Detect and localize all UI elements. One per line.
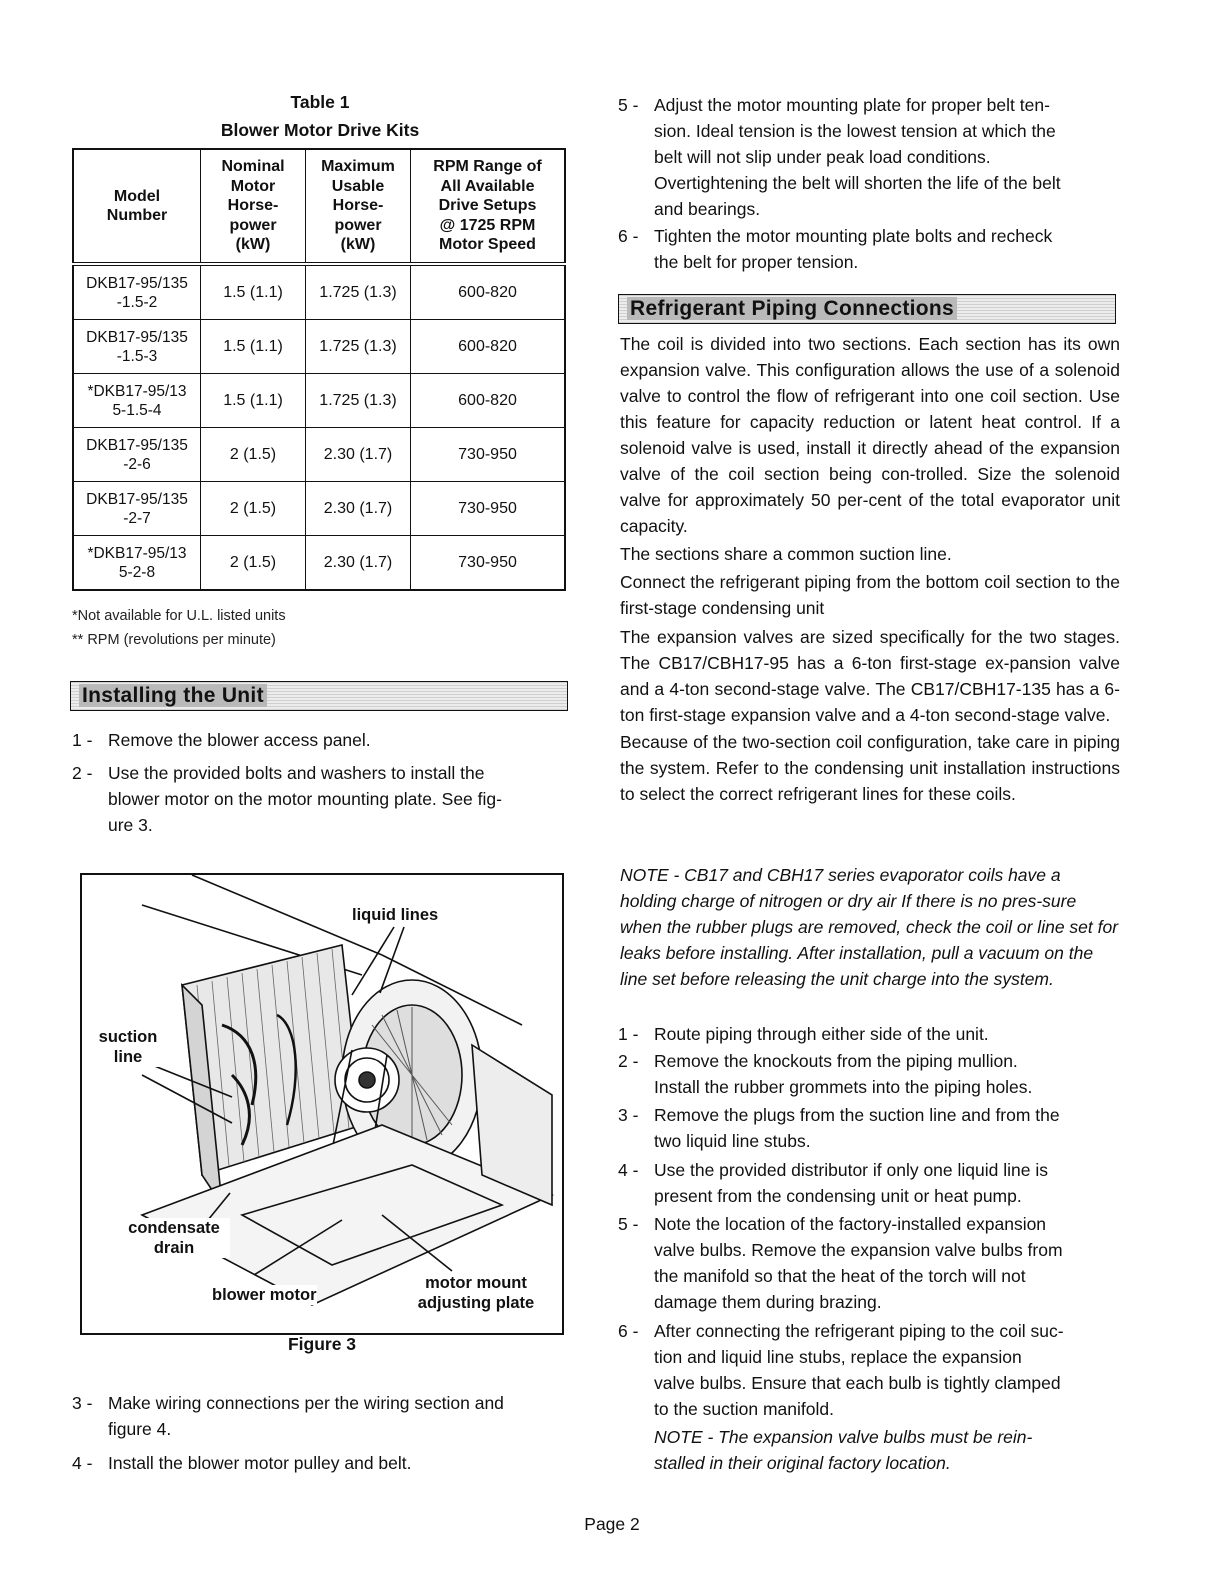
refrigerant-paragraph-2: The sections share a common suction line. — [620, 544, 952, 564]
figure-3 — [80, 873, 564, 1335]
cell-rpm: 600-820 — [411, 264, 566, 320]
table-subtitle: Blower Motor Drive Kits — [220, 120, 420, 140]
cell-rpm: 730-950 — [411, 536, 566, 591]
table-row — [73, 264, 565, 320]
cell-rpm: 730-950 — [411, 428, 566, 482]
header-model: Model Number — [73, 149, 201, 264]
label-motor-mount: motor mount adjusting plate — [412, 1273, 540, 1313]
piping-step-6: 6 - After connecting the refrigerant piping to the coil suc- tion and liquid line stubs, replace the expansion valve bulbs. Ensure that each bulb is tightly clamped to the suction manifold. — [618, 1321, 1064, 1419]
footnote-ul: *Not available for U.L. listed units — [72, 608, 286, 624]
cell-maximum: 1.725 (1.3) — [306, 374, 411, 428]
cell-nominal: 1.5 (1.1) — [201, 264, 306, 320]
table-row — [73, 428, 565, 482]
install-step-5: 5 - Adjust the motor mounting plate for proper belt ten- sion. Ideal tension is the lowest tension at which the belt will not slip under peak load conditions. Overtightening the belt will shorten the life of the belt and bearings. — [618, 95, 1061, 219]
table-row — [73, 482, 565, 536]
piping-step-5: 5 - Note the location of the factory-installed expansion valve bulbs. Remove the expansion valve bulbs from the manifold so that the heat of the torch will not damage them during brazing. — [618, 1214, 1063, 1312]
refrigerant-paragraph-1: The coil is divided into two sections. Each section has its own expansion valve. This configuration allows the use of a solenoid valve to control the flow of refrigerant into one coil section. Use this feature for capacity reduction or latent heat control. If a solenoid valve is used, install it directly ahead of the expansion valve of the coil section being con-trolled. Size the solenoid valve for approximately 50 per-cent of the total evaporator unit capacity. — [620, 334, 1120, 536]
table-row — [73, 320, 565, 374]
cell-rpm: 600-820 — [411, 374, 566, 428]
label-blower-motor: blower motor — [212, 1286, 317, 1304]
piping-step-4: 4 - Use the provided distributor if only one liquid line is present from the condensing unit or heat pump. — [618, 1160, 1048, 1206]
header-rpm: RPM Range of All Available Drive Setups @ 1725 RPM Motor Speed — [411, 149, 566, 264]
cell-nominal: 2 (1.5) — [201, 482, 306, 536]
cell-model: DKB17-95/135 -1.5-2 — [73, 264, 201, 320]
label-liquid-lines: liquid lines — [352, 906, 439, 924]
footnote-rpm: ** RPM (revolutions per minute) — [72, 632, 276, 648]
header-nominal: Nominal Motor Horse- power (kW) — [201, 149, 306, 264]
refrigerant-paragraph-3: Connect the refrigerant piping from the bottom coil section to the first-stage condensing unit — [620, 572, 1120, 618]
page-number: Page 2 — [584, 1514, 640, 1534]
cell-nominal: 1.5 (1.1) — [201, 374, 306, 428]
blower-unit-illustration — [82, 875, 562, 1333]
refrigerant-heading: Refrigerant Piping Connections — [618, 294, 1116, 324]
install-step-3: 3 - Make wiring connections per the wiring section and figure 4. — [72, 1393, 504, 1439]
cell-maximum: 1.725 (1.3) — [306, 320, 411, 374]
cell-model: DKB17-95/135 -2-7 — [73, 482, 201, 536]
cell-model: *DKB17-95/13 5-2-8 — [73, 536, 201, 591]
piping-step-2: 2 - Remove the knockouts from the piping mullion. Install the rubber grommets into the piping holes. — [618, 1051, 1033, 1097]
label-condensate-drain: condensate drain — [118, 1218, 230, 1258]
blower-motor-drive-kits-table — [72, 148, 566, 591]
note-reinstall-bulbs: NOTE - The expansion valve bulbs must be rein- stalled in their original factory location. — [654, 1427, 1033, 1473]
cell-maximum: 2.30 (1.7) — [306, 428, 411, 482]
installing-heading: Installing the Unit — [70, 681, 568, 711]
table-header-row — [73, 149, 565, 264]
refrigerant-paragraph-4: The expansion valves are sized specifically for the two stages. The CB17/CBH17-95 has a 6-ton first-stage ex-pansion valve and a 4-ton second-stage valve. The CB17/CBH17-135 has a 6-ton first-stage expansion valve and a 4-ton second-stage valve. — [620, 627, 1120, 725]
cell-rpm: 730-950 — [411, 482, 566, 536]
cell-model: DKB17-95/135 -2-6 — [73, 428, 201, 482]
piping-step-3: 3 - Remove the plugs from the suction line and from the two liquid line stubs. — [618, 1105, 1060, 1151]
table-title: Table 1 — [290, 92, 350, 112]
cell-nominal: 2 (1.5) — [201, 536, 306, 591]
note-holding-charge: NOTE - CB17 and CBH17 series evaporator coils have a holding charge of nitrogen or dry air If there is no pres-sure when the rubber plugs are removed, check the coil or line set for leaks before installing. After installation, pull a vacuum on the line set before releasing the unit charge into the system. — [620, 865, 1119, 989]
table-row — [73, 374, 565, 428]
cell-model: DKB17-95/135 -1.5-3 — [73, 320, 201, 374]
install-step-6: 6 - Tighten the motor mounting plate bolts and recheck the belt for proper tension. — [618, 226, 1053, 272]
refrigerant-paragraph-5: Because of the two-section coil configuration, take care in piping the system. Refer to the condensing unit installation instructions to select the correct refrigerant lines for these coils. — [620, 732, 1120, 804]
cell-nominal: 2 (1.5) — [201, 428, 306, 482]
table-row — [73, 536, 565, 591]
cell-nominal: 1.5 (1.1) — [201, 320, 306, 374]
install-step-2: 2 - Use the provided bolts and washers to install the blower motor on the motor mounting plate. See fig- ure 3. — [72, 763, 502, 835]
cell-maximum: 1.725 (1.3) — [306, 264, 411, 320]
label-suction-line: suction line — [92, 1027, 164, 1067]
header-maximum: Maximum Usable Horse- power (kW) — [306, 149, 411, 264]
figure-caption: Figure 3 — [287, 1334, 357, 1354]
cell-rpm: 600-820 — [411, 320, 566, 374]
cell-maximum: 2.30 (1.7) — [306, 536, 411, 591]
cell-maximum: 2.30 (1.7) — [306, 482, 411, 536]
cell-model: *DKB17-95/13 5-1.5-4 — [73, 374, 201, 428]
